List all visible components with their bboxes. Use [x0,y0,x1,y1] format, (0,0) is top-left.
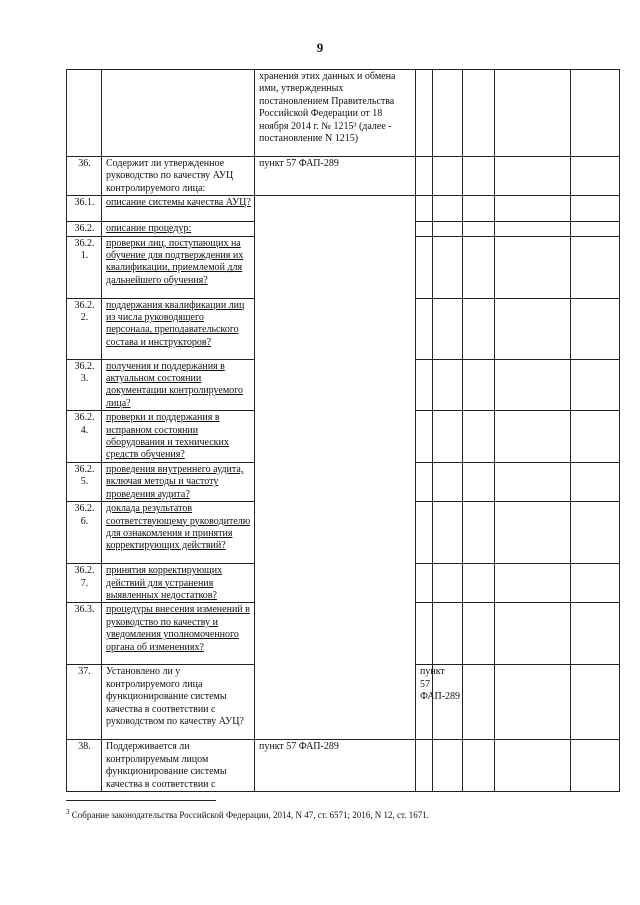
question-cell [102,70,255,157]
question-cell: проверки и поддержания в исправном состоянии оборудования и технических средств обучения? [102,411,255,463]
question-cell: Поддерживается ли контролируемым лицом функционирование системы качества в соответствии с [102,740,255,792]
footnote-divider [66,800,216,801]
table-row [67,157,620,196]
num-cell: 36.2. 6. [67,502,102,564]
table-row [67,740,620,792]
question-cell: проведения внутреннего аудита, включая методы и частоту проведения аудита? [102,462,255,501]
reference-cell: пункт 57 ФАП-289 [416,665,433,740]
question-cell: описание процедур: [102,222,255,236]
footnote-marker: 3 [66,808,70,816]
num-cell: 36.1. [67,196,102,222]
question-cell: получения и поддержания в актуальном состоянии документации контролируемого лица? [102,359,255,411]
question-cell: проверки лиц, поступающих на обучение для подтверждения их квалификации, приемлемой для дальнейшего обучения? [102,236,255,298]
reference-cell: пункт 57 ФАП-289 [255,157,416,196]
num-cell: 36.2. 1. [67,236,102,298]
question-cell: Содержит ли утвержденное руководство по качеству АУЦ контролируемого лица: [102,157,255,196]
num-cell: 36.2. 5. [67,462,102,501]
question-cell: описание системы качества АУЦ? [102,196,255,222]
table-row [67,70,620,157]
footnote-text: Собрание законодательства Российской Федерации, 2014, N 47, ст. 6571; 2016, N 12, ст. 1671. [71,810,430,820]
num-cell: 36.2. [67,222,102,236]
table-row [67,196,620,222]
checklist-table [66,69,620,792]
reference-cell: пункт 57 ФАП-289 [255,740,416,792]
page-number: 9 [316,40,324,55]
reference-cell-merged [255,196,416,740]
footnote [66,806,626,821]
num-cell: 37. [67,665,102,740]
question-cell: процедуры внесения изменений в руководство по качеству и уведомления уполномоченного органа об изменениях? [102,603,255,665]
reference-cell: хранения этих данных и обмена ими, утвержденных постановлением Правительства Российской Федерации от 18 ноября 2014 г. № 1215³ (далее - постановление N 1215) [255,70,416,157]
num-cell: 36.2. 4. [67,411,102,463]
question-cell: поддержания квалификации лиц из числа руководящего персонала, преподавательского состава и инструкторов? [102,298,255,359]
num-cell: 36.2. 7. [67,564,102,603]
num-cell [67,70,102,157]
num-cell: 36.2. 3. [67,359,102,411]
question-cell: принятия корректирующих действий для устранения выявленных недостатков? [102,564,255,603]
num-cell: 38. [67,740,102,792]
question-cell: доклада результатов соответствующему руководителю для ознакомления и принятия корректирующих действий? [102,502,255,564]
num-cell: 36.3. [67,603,102,665]
question-cell: Установлено ли у контролируемого лица функционирование системы качества в соответствии с руководством по качеству АУЦ? [102,665,255,740]
num-cell: 36. [67,157,102,196]
num-cell: 36.2. 2. [67,298,102,359]
